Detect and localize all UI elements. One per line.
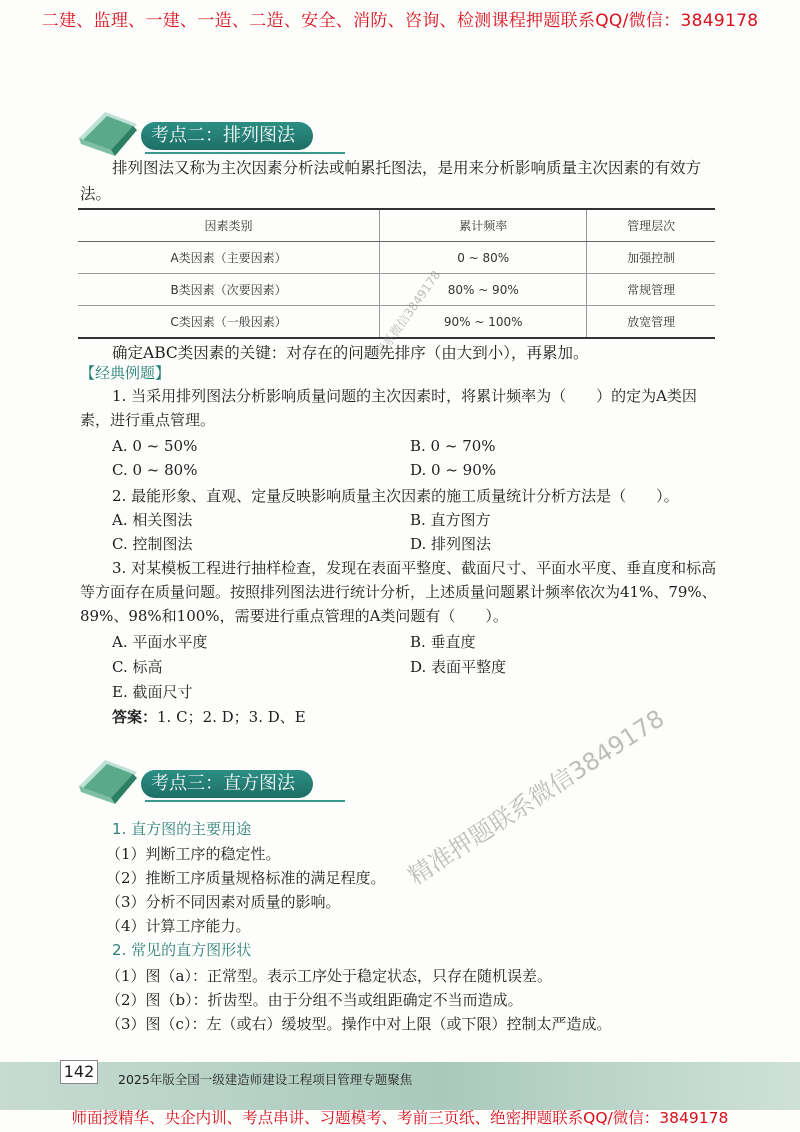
table-cell: 放宽管理 bbox=[587, 306, 715, 339]
answer-label: 答案： bbox=[112, 708, 158, 726]
book-icon bbox=[75, 746, 147, 810]
question-1: 1. 当采用排列图法分析影响质量问题的主次因素时，将累计频率为（ ）的定为A类因素，进行重点管理。 bbox=[80, 387, 697, 429]
q1-option-a: A. 0 ~ 50% bbox=[112, 437, 198, 455]
section-title-2: 考点二：排列图法 bbox=[141, 122, 313, 150]
table-row bbox=[78, 274, 715, 306]
q1-option-d: D. 0 ~ 90% bbox=[410, 461, 497, 479]
table-cell: 80% ~ 90% bbox=[380, 274, 587, 306]
section-divider bbox=[145, 152, 345, 154]
table-cell: A类因素（主要因素） bbox=[78, 242, 380, 274]
shape-item: （2）图（b）：折齿型。由于分组不当或组距确定不当而造成。 bbox=[106, 991, 523, 1009]
q3-option-c: C. 标高 bbox=[112, 658, 163, 676]
section-title-3: 考点三：直方图法 bbox=[141, 770, 313, 798]
use-item: （2）推断工序质量规格标准的满足程度。 bbox=[106, 869, 386, 887]
section3-subheading-2: 2. 常见的直方图形状 bbox=[112, 941, 252, 959]
shape-item: （1）图（a）：正常型。表示工序处于稳定状态，只存在随机误差。 bbox=[106, 967, 552, 985]
question-2: 2. 最能形象、直观、定量反映影响质量主次因素的施工质量统计分析方法是（ ）。 bbox=[112, 487, 679, 505]
q3-option-b: B. 垂直度 bbox=[410, 633, 476, 651]
watermark-small: 联系微信3849178 bbox=[373, 268, 444, 360]
q3-option-e: E. 截面尺寸 bbox=[112, 683, 193, 701]
table-cell: B类因素（次要因素） bbox=[78, 274, 380, 306]
section-divider bbox=[145, 800, 345, 802]
bottom-banner: 师面授精华、央企内训、考点串讲、习题模考、考前三页纸、绝密押题联系QQ/微信：3849178 bbox=[71, 1109, 729, 1127]
table-cell: 0 ~ 80% bbox=[380, 242, 587, 274]
q1-option-b: B. 0 ~ 70% bbox=[410, 437, 496, 455]
watermark-large: 精准押题联系微信3849178 bbox=[403, 704, 670, 891]
q2-option-b: B. 直方图方 bbox=[410, 511, 491, 529]
table-header-cell: 累计频率 bbox=[380, 209, 587, 242]
answer-line bbox=[112, 705, 306, 729]
use-item: （4）计算工序能力。 bbox=[106, 917, 251, 935]
book-icon bbox=[75, 98, 147, 162]
table-cell: C类因素（一般因素） bbox=[78, 306, 380, 339]
examples-tag: 【经典例题】 bbox=[80, 364, 171, 382]
section2-intro: 排列图法又称为主次因素分析法或帕累托图法，是用来分析影响质量主次因素的有效方法。 bbox=[80, 159, 702, 203]
table-cell: 加强控制 bbox=[587, 242, 715, 274]
q2-option-c: C. 控制图法 bbox=[112, 535, 193, 553]
use-item: （1）判断工序的稳定性。 bbox=[106, 845, 281, 863]
table-header-cell: 管理层次 bbox=[587, 209, 715, 242]
q2-option-a: A. 相关图法 bbox=[112, 511, 193, 529]
section3-subheading-1: 1. 直方图的主要用途 bbox=[112, 820, 252, 838]
table-header-cell: 因素类别 bbox=[78, 209, 380, 242]
shape-item: （3）图（c）：左（或右）缓坡型。操作中对上限（或下限）控制太严造成。 bbox=[106, 1015, 612, 1033]
q2-option-d: D. 排列图法 bbox=[410, 535, 492, 553]
q3-option-a: A. 平面水平度 bbox=[112, 633, 208, 651]
top-banner: 二建、监理、一建、一造、二造、安全、消防、咨询、检测课程押题联系QQ/微信：3849178 bbox=[41, 11, 759, 31]
question-3: 3. 对某模板工程进行抽样检查，发现在表面平整度、截面尺寸、平面水平度、垂直度和标高等方面存在质量问题。按照排列图法进行统计分析，上述质量问题累计频率依次为41%、79%、89%、98%和100%，需要进行重点管理的A类问题有（ ）。 bbox=[80, 559, 717, 625]
q3-option-d: D. 表面平整度 bbox=[410, 658, 507, 676]
use-item: （3）分析不同因素对质量的影响。 bbox=[106, 893, 341, 911]
answer-value: 1. C；2. D；3. D、E bbox=[157, 708, 306, 726]
table-cell: 90% ~ 100% bbox=[380, 306, 587, 339]
page-number: 142 bbox=[60, 1060, 98, 1084]
key-point: 确定ABC类因素的关键：对存在的问题先排序（由大到小），再累加。 bbox=[112, 344, 589, 362]
footer-book-title: 2025年版全国一级建造师建设工程项目管理专题聚焦 bbox=[118, 1072, 413, 1087]
q1-option-c: C. 0 ~ 80% bbox=[112, 461, 198, 479]
section-header-3 bbox=[75, 746, 335, 812]
table-header-row bbox=[78, 209, 715, 242]
table-row bbox=[78, 242, 715, 274]
table-cell: 常规管理 bbox=[587, 274, 715, 306]
